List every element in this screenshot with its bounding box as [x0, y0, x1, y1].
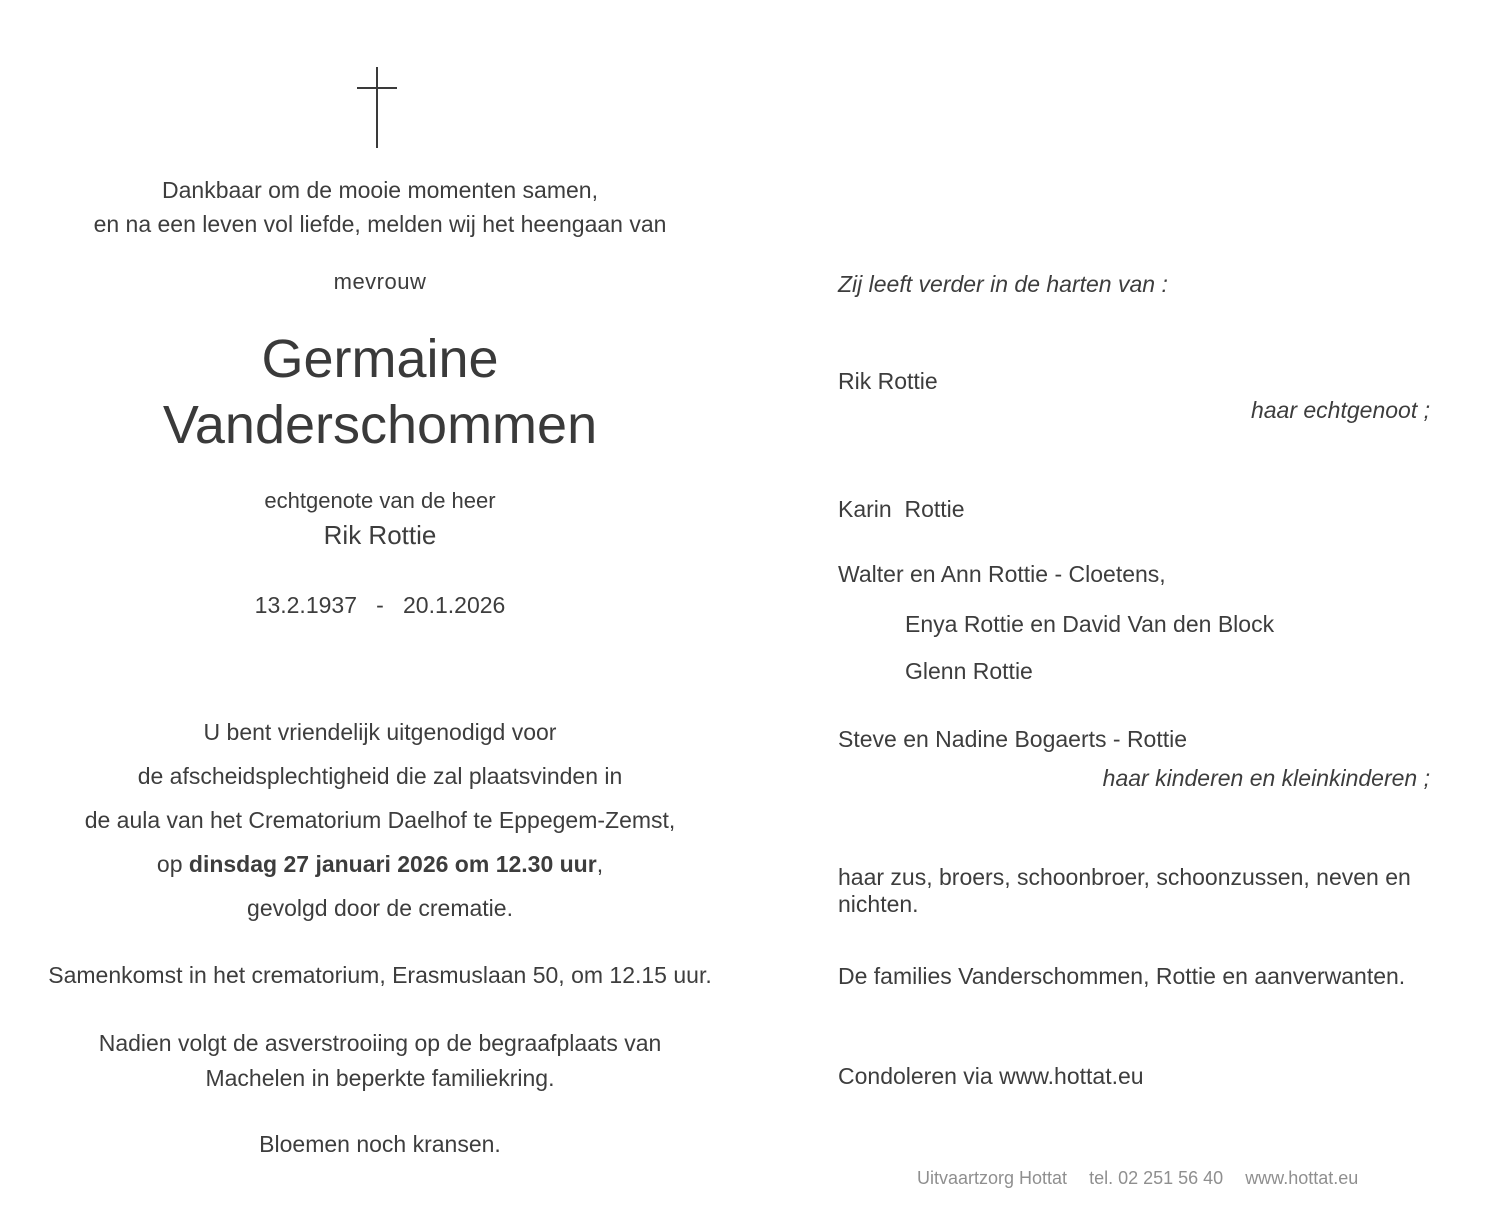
funeral-home-name: Uitvaartzorg Hottat [917, 1168, 1068, 1188]
cross-horizontal-bar [357, 87, 397, 89]
gathering-text: Samenkomst in het crematorium, Erasmuslaan 50, om 12.15 uur. [48, 962, 712, 988]
invitation-text [20, 710, 740, 930]
intro-text [20, 173, 740, 241]
families-text: De families Vanderschommen, Rottie en aanverwanten. [838, 963, 1406, 989]
flowers-text: Bloemen noch kransen. [259, 1131, 501, 1157]
survivor-grandchild-enya: Enya Rottie en David Van den Block [905, 611, 1275, 637]
invitation-line-5: gevolgd door de crematie. [247, 895, 513, 921]
invitation-line-1: U bent vriendelijk uitgenodigd voor [203, 719, 557, 745]
ceremony-date-bold: dinsdag 27 januari 2026 om 12.30 uur [188, 851, 597, 877]
survivor-child-walter: Walter en Ann Rottie - Cloetens, [838, 561, 1166, 587]
scattering-text [20, 1026, 740, 1096]
funeral-home-phone: tel. 02 251 56 40 [1089, 1168, 1224, 1188]
honorific: mevrouw [333, 269, 427, 294]
deceased-first-name: Germaine [261, 329, 499, 389]
survivor-grandchild-glenn: Glenn Rottie [905, 658, 1033, 684]
ceremony-date-prefix: op [156, 851, 189, 877]
survivors-heading: Zij leeft verder in de harten van : [838, 271, 1168, 297]
survivor-child-karin: Karin Rottie [838, 496, 965, 522]
deceased-last-name: Vanderschommen [162, 395, 598, 455]
survivor-child-steve: Steve en Nadine Bogaerts - Rottie [838, 726, 1188, 752]
spouse-intro: echtgenote van de heer [264, 488, 496, 513]
invitation-line-4 [20, 842, 740, 886]
intro-line-1: Dankbaar om de mooie momenten samen, [162, 177, 598, 203]
funeral-home-website: www.hottat.eu [1245, 1168, 1359, 1188]
birth-death-dates: 13.2.1937 - 20.1.2026 [254, 592, 506, 618]
survivor-husband: Rik Rottie [838, 368, 938, 394]
invitation-line-2: de afscheidsplechtigheid die zal plaatsvinden in [137, 763, 623, 789]
invitation-line-3: de aula van het Crematorium Daelhof te Eppegem-Zemst, [84, 807, 676, 833]
ceremony-date-suffix: , [596, 851, 604, 877]
funeral-home-footer [917, 1168, 1358, 1189]
husband-role-label: haar echtgenoot ; [1250, 397, 1430, 423]
scattering-line-1: Nadien volgt de asverstrooiing op de begraafplaats van [98, 1030, 662, 1056]
scattering-line-2: Machelen in beperkte familiekring. [205, 1065, 555, 1091]
deceased-name [20, 326, 740, 458]
relatives-text: haar zus, broers, schoonbroer, schoonzussen, neven en nichten. [838, 864, 1411, 917]
intro-line-2: en na een leven vol liefde, melden wij het heengaan van [93, 211, 667, 237]
condolences-text: Condoleren via www.hottat.eu [838, 1063, 1144, 1089]
cross-vertical-bar [376, 67, 378, 148]
children-role-label: haar kinderen en kleinkinderen ; [1102, 765, 1430, 791]
spouse-name: Rik Rottie [323, 520, 437, 550]
